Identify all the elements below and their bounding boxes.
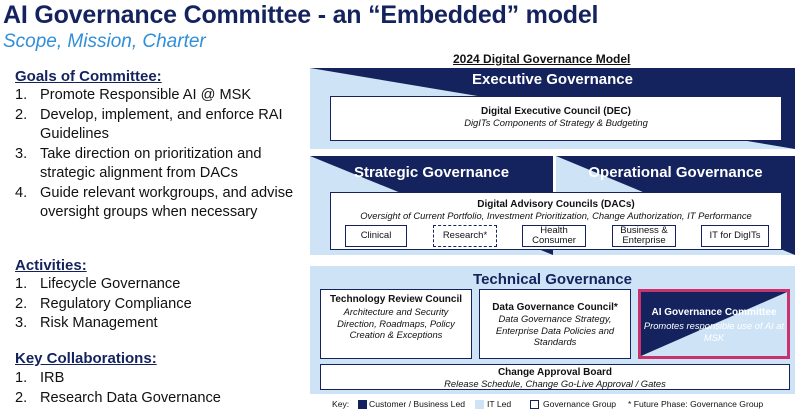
- legend-swatch-business: [358, 400, 367, 409]
- council-label: Research*: [442, 230, 488, 241]
- list-item: [15, 275, 305, 295]
- cab-title: Change Approval Board: [497, 367, 613, 378]
- page-title: AI Governance Committee - an “Embedded” model: [3, 1, 599, 29]
- list-text: Take direction on prioritization and strategic alignment from DACs: [40, 145, 262, 181]
- dgc-title: Data Governance Council*: [492, 302, 618, 313]
- ai-committee-subtitle: Promotes responsible use of AI at MSK: [643, 320, 785, 343]
- operational-governance-label: Operational Governance: [588, 164, 763, 181]
- list-text: Promote Responsible AI @ MSK: [40, 87, 252, 103]
- council-label: IT for DigITs: [709, 230, 761, 241]
- list-text: Regulatory Compliance: [40, 295, 192, 312]
- list-item: [15, 314, 305, 334]
- list-number: 2.: [15, 389, 28, 406]
- model-title: 2024 Digital Governance Model: [453, 52, 631, 66]
- ai-committee-title: AI Governance Committee: [651, 307, 777, 318]
- activities-list: [15, 275, 305, 334]
- list-number: 4.: [15, 184, 28, 201]
- activities-heading: Activities:: [15, 257, 87, 274]
- legend-swatch-it: [475, 400, 484, 409]
- list-item: [15, 184, 305, 223]
- dgc-subtitle: Data Governance Strategy, Enterprise Data Policies and Standards: [495, 313, 615, 347]
- council-clinical: [345, 225, 407, 247]
- dec-subtitle: DigITs Components of Strategy & Budgeting: [464, 117, 648, 128]
- list-number: 2.: [15, 295, 28, 312]
- list-number: 1.: [15, 276, 28, 292]
- legend-future: * Future Phase: Governance Group: [628, 399, 764, 409]
- list-item: [15, 106, 305, 145]
- dec-title: Digital Executive Council (DEC): [480, 106, 632, 117]
- goals-list: [15, 86, 305, 223]
- legend-group: Governance Group: [543, 399, 617, 409]
- list-item: [15, 86, 305, 106]
- trc-subtitle: Architecture and Security Direction, Roadmaps, Policy Creation & Exceptions: [337, 306, 455, 340]
- list-item: [15, 145, 305, 184]
- executive-governance-label: Executive Governance: [472, 71, 633, 88]
- collaborations-list: [15, 369, 305, 408]
- list-number: 1.: [15, 87, 28, 103]
- legend-it: IT Led: [487, 399, 512, 409]
- technical-governance-label: Technical Governance: [473, 271, 632, 288]
- dec-box: [330, 96, 782, 141]
- ai-governance-committee-box: [638, 289, 790, 359]
- legend-swatch-group: [530, 400, 539, 409]
- trc-title: Technology Review Council: [329, 294, 463, 305]
- council-health-consumer: [522, 225, 586, 247]
- page-subtitle: Scope, Mission, Charter: [3, 31, 206, 52]
- list-text: Develop, implement, and enforce RAI Guidelines: [40, 106, 283, 142]
- list-text: Guide relevant workgroups, and advise oversight groups when necessary: [40, 184, 294, 220]
- list-text: Risk Management: [40, 315, 158, 331]
- collaborations-heading: Key Collaborations:: [15, 350, 157, 367]
- council-it-for-digits: [701, 225, 769, 247]
- council-label: Health Consumer: [532, 225, 576, 246]
- cab-subtitle: Release Schedule, Change Go-Live Approval / Gates: [444, 378, 666, 389]
- list-text: Research Data Governance: [40, 389, 221, 406]
- list-number: 3.: [15, 315, 28, 331]
- list-number: 3.: [15, 145, 28, 162]
- council-research: [433, 225, 497, 247]
- list-item: [15, 389, 305, 409]
- legend-label: Key:: [332, 399, 350, 409]
- goals-heading: Goals of Committee:: [15, 68, 162, 85]
- council-business-enterprise: [612, 225, 676, 247]
- strategic-governance-label: Strategic Governance: [353, 164, 510, 181]
- change-approval-board-box: [320, 364, 790, 390]
- council-label: Clinical: [360, 230, 392, 241]
- list-number: 1.: [15, 370, 28, 386]
- legend-business: Customer / Business Led: [369, 399, 466, 409]
- list-text: Lifecycle Governance: [40, 276, 181, 292]
- list-text: IRB: [40, 370, 65, 386]
- dac-subtitle: Oversight of Current Portfolio, Investment Prioritization, Change Authorization, IT Performance: [360, 210, 752, 221]
- data-governance-council-box: [479, 289, 631, 359]
- list-item: [15, 369, 305, 389]
- list-item: [15, 295, 305, 315]
- council-label: Business & Enterprise: [620, 225, 668, 246]
- dac-title: Digital Advisory Councils (DACs): [477, 199, 635, 210]
- list-number: 2.: [15, 106, 28, 123]
- technology-review-council-box: [320, 289, 472, 359]
